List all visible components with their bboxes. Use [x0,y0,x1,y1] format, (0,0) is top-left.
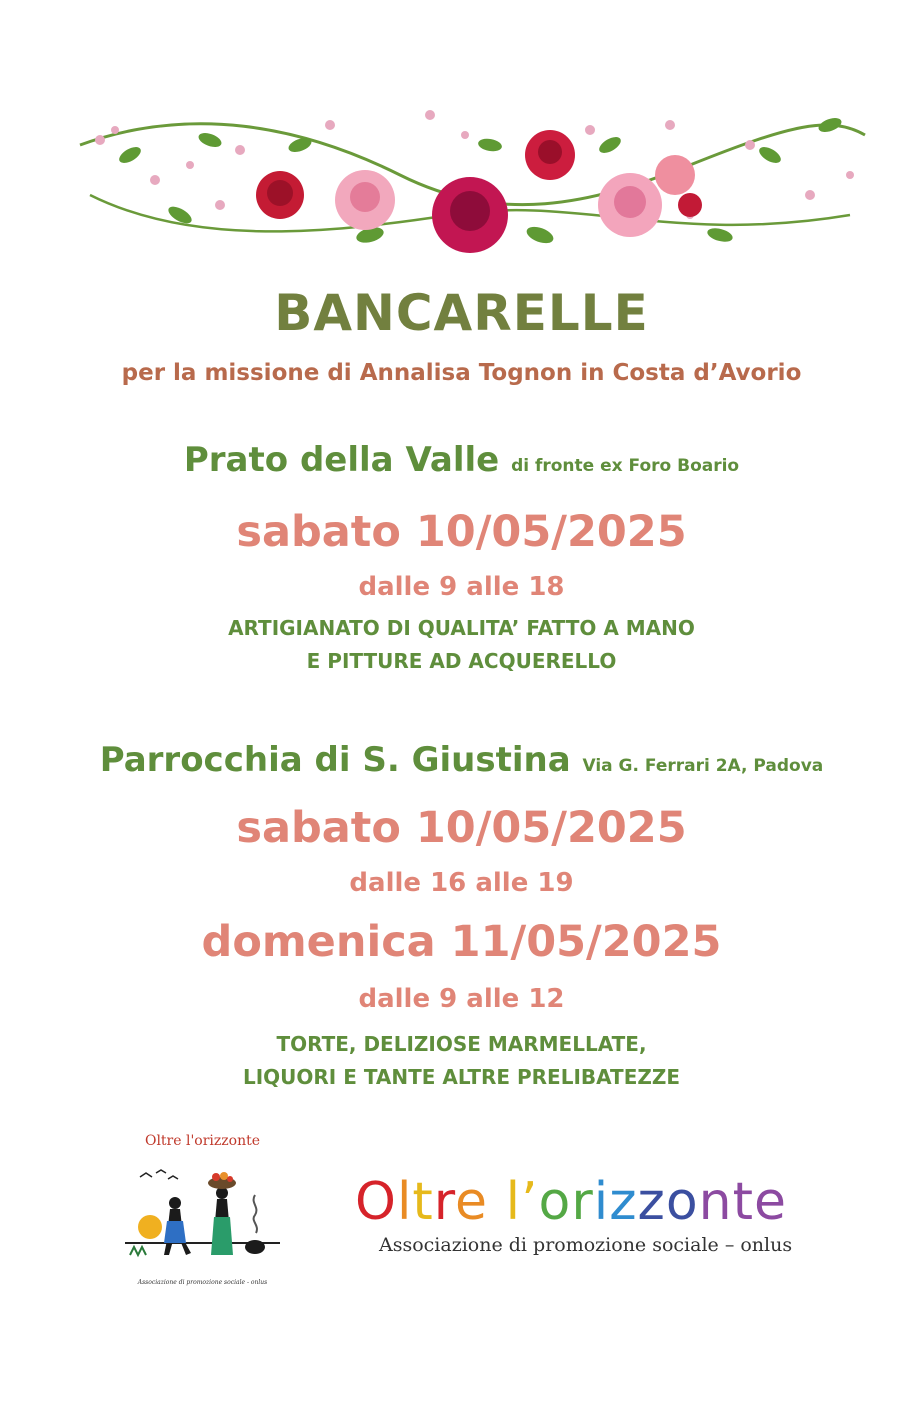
small-logo-caption: Associazione di promozione sociale - onlus [137,1279,268,1286]
brand-letter: e [754,1172,787,1232]
brand-letter: n [698,1172,733,1232]
event-subtitle: per la missione di Annalisa Tognon in Costa d’Avorio [121,360,802,386]
venue1-name: Prato della Valle [183,440,500,480]
brand-letter: o [665,1172,699,1232]
venue1-location: di fronte ex Foro Boario [511,456,740,476]
brand-letter: O [355,1172,397,1232]
venue1-date: sabato 10/05/2025 [236,507,687,557]
venue2-date1: sabato 10/05/2025 [236,803,687,853]
venue1-hours: dalle 9 alle 18 [358,572,565,602]
venue2-hours1: dalle 16 alle 19 [349,868,574,898]
small-logo [120,1133,285,1293]
venue2-location: Via G. Ferrari 2A, Padova [582,756,824,776]
venue1-description-line2: E PITTURE AD ACQUERELLO [306,649,617,673]
brand-letter: e [455,1172,489,1232]
venue2-description-line1: TORTE, DELIZIOSE MARMELLATE, [276,1032,647,1056]
brand-name [355,1172,835,1232]
brand-letter: o [538,1172,572,1232]
brand-logo [355,1172,835,1256]
brand-letter: t [732,1172,754,1232]
venue2-heading [0,740,923,780]
venue1-heading [0,440,923,480]
brand-letter: r [571,1172,594,1232]
venue2-hours2: dalle 9 alle 12 [358,984,565,1014]
venue2-date2: domenica 11/05/2025 [201,917,722,967]
brand-letter: z [637,1172,666,1232]
event-title: BANCARELLE [274,284,649,342]
venue2-description [0,1028,923,1094]
venue1-description-line1: ARTIGIANATO DI QUALITA’ FATTO A MANO [228,616,695,640]
venue1-description [0,612,923,678]
brand-tagline: Associazione di promozione sociale – onlus [379,1234,793,1256]
small-logo-title: Oltre l'orizzonte [144,1133,261,1149]
logo-illustration-image [120,1155,285,1277]
venue2-description-line2: LIQUORI E TANTE ALTRE PRELIBATEZZE [242,1065,681,1089]
rose-garland-image [70,85,870,280]
brand-space [488,1172,506,1232]
venue2-name: Parrocchia di S. Giustina [99,740,571,780]
brand-letter: z [609,1172,638,1232]
brand-letter: t [412,1172,434,1232]
brand-letter: l [396,1172,413,1232]
brand-letter: l’ [505,1172,539,1232]
brand-letter: r [433,1172,456,1232]
brand-letter: i [593,1172,610,1232]
